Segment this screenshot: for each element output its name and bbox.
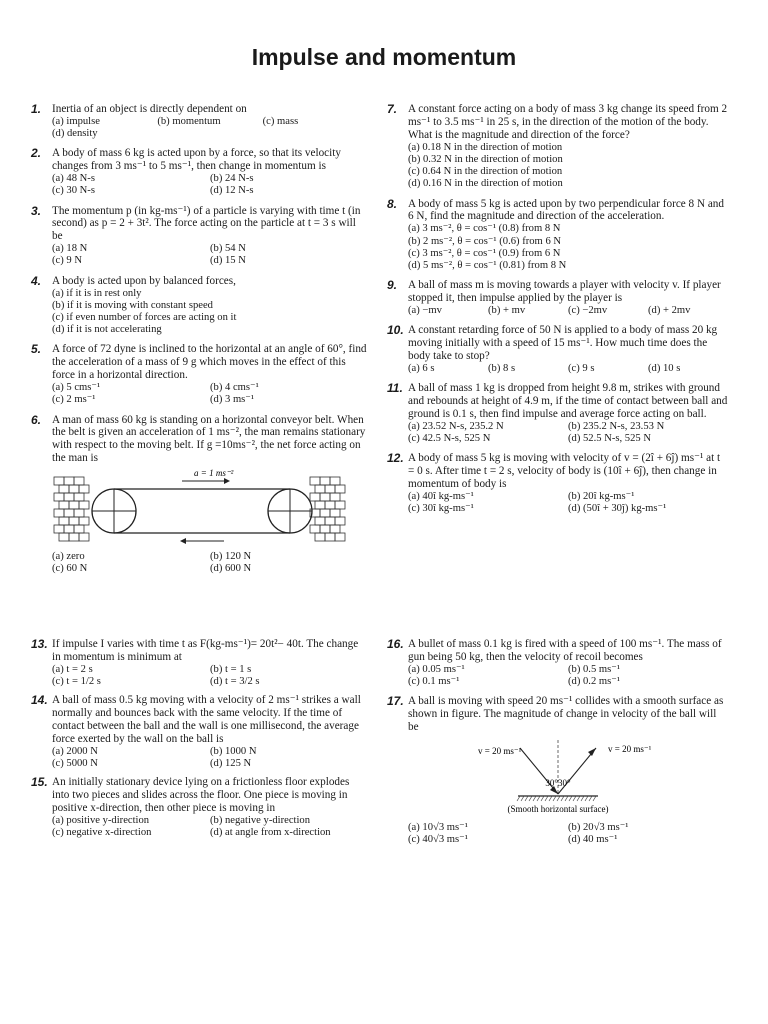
answer-option: (b) momentum — [157, 115, 221, 127]
conveyor-belt-figure — [52, 469, 352, 547]
answer-option: (d) t = 3/2 s — [210, 676, 260, 688]
answer-option: (b) + mv — [488, 304, 526, 316]
question-5 — [31, 342, 368, 406]
answer-option: (a) 6 s — [408, 362, 435, 374]
answer-options — [408, 305, 728, 317]
question-text: An initially stationary device lying on a frictionless floor explodes into two pieces and slides across the floor. One piece is moving in positive x-direction, then other piece is moving in — [52, 776, 350, 815]
answer-option: (c) −2mv — [568, 304, 608, 316]
question-number: 17. — [387, 694, 404, 709]
question-number: 5. — [31, 342, 42, 357]
right-column-bottom — [387, 637, 728, 846]
question-text: A constant retarding force of 50 N is applied to a body of mass 20 kg moving initially with a speed of 15 ms⁻¹. How much time does the body take to stop? — [408, 324, 718, 362]
question-number: 2. — [31, 146, 42, 161]
question-text: Inertia of an object is directly dependent on — [52, 103, 247, 115]
answer-option: (d) 5 ms⁻², θ = cos⁻¹ (0.81) from 8 N — [408, 259, 567, 271]
question-text: A body of mass 6 kg is acted upon by a force, so that its velocity changes from 3 ms⁻¹ to 5 ms⁻¹, then change in momentum is — [52, 147, 341, 173]
answer-option: (d) 12 N-s — [210, 185, 254, 197]
answer-option: (c) 30 N-s — [52, 185, 95, 197]
question-text: A ball is moving with speed 20 ms⁻¹ collides with a smooth surface as shown in figure. The magnitude of change in velocity of the ball will be — [408, 695, 724, 734]
answer-option: (d) + 2mv — [648, 304, 691, 316]
answer-options — [408, 142, 728, 191]
question-text: A ball of mass 1 kg is dropped from height 9.8 m, strikes with ground and rebounds at height of 4.9 m, if the time of contact between ball and ground is 0.1 s, then find impulse and average force acting on ball. — [408, 382, 728, 420]
answer-option: (d) 52.5 N-s, 525 N — [568, 433, 651, 445]
answer-option: (b) 235.2 N-s, 23.53 N — [568, 420, 665, 432]
question-8 — [387, 196, 728, 273]
answer-options — [52, 243, 368, 267]
answer-option: (b) 20î kg-ms⁻¹ — [568, 490, 635, 502]
right-column-top — [387, 102, 728, 515]
answer-option: (a) 0.18 N in the direction of motion — [408, 141, 563, 153]
answer-option: (d) 15 N — [210, 255, 246, 267]
answer-option: (c) 60 N — [52, 563, 88, 575]
answer-options — [52, 382, 368, 406]
answer-option: (d) at angle from x-direction — [210, 827, 331, 839]
answer-option: (c) 40√3 ms⁻¹ — [408, 834, 468, 846]
question-text: A bullet of mass 0.1 kg is fired with a speed of 100 ms⁻¹. The mass of gun being 50 kg, then the velocity of recoil becomes — [408, 638, 722, 663]
question-text: A ball of mass m is moving towards a player with velocity v. If player stopped it, then impulse applied by the player is — [408, 279, 721, 305]
answer-options — [52, 551, 368, 575]
question-number: 11. — [387, 381, 403, 396]
question-16 — [387, 637, 728, 688]
question-text: A ball of mass 0.5 kg moving with a velocity of 2 ms⁻¹ strikes a wall normally and bounces back with the same velocity. If the time of contact between the ball and the wall is one millisecond, the average force exerted by the wall on the ball is — [52, 694, 361, 745]
answer-option: (a) 18 N — [52, 243, 88, 255]
question-number: 14. — [31, 693, 48, 708]
question-number: 1. — [31, 102, 42, 116]
answer-options — [52, 173, 368, 197]
answer-options — [52, 664, 368, 688]
page-title: Impulse and momentum — [251, 44, 517, 70]
answer-option: (c) t = 1/2 s — [52, 676, 101, 688]
answer-option: (c) mass — [262, 115, 299, 127]
left-column-bottom — [31, 637, 368, 839]
answer-option: (b) 0.32 N in the direction of motion — [408, 153, 563, 165]
question-10 — [387, 323, 728, 375]
question-text: The momentum p (in kg-ms⁻¹) of a particle is varying with time t (in second) as p = 2 + 3t². The force acting on the particle at t = 3 s will be — [52, 204, 361, 243]
question-15 — [31, 775, 368, 839]
answer-option: (a) 48 N-s — [52, 173, 95, 185]
answer-option: (b) 1000 N — [210, 745, 257, 757]
answer-option: (c) 30î kg-ms⁻¹ — [408, 503, 474, 515]
left-column-top — [31, 102, 368, 576]
answer-option: (c) 42.5 N-s, 525 N — [408, 433, 491, 445]
reflected-speed-label: v = 20 ms⁻¹ — [608, 743, 652, 754]
answer-options — [52, 746, 368, 770]
question-2 — [31, 146, 368, 197]
answer-options — [408, 822, 728, 846]
answer-options — [52, 288, 368, 337]
answer-option: (b) 8 s — [488, 362, 516, 374]
question-text: A force of 72 dyne is inclined to the horizontal at an angle of 60°, find the acceleration of a mass of 9 g which moves in the effect of this force in a horizontal direction. — [52, 343, 367, 382]
reflection-figure — [408, 738, 708, 818]
question-number: 6. — [31, 412, 42, 427]
answer-option: (d) density — [52, 128, 98, 140]
acceleration-label: a = 1 ms⁻² — [194, 469, 234, 479]
answer-option: (c) negative x-direction — [52, 827, 152, 839]
question-number: 4. — [31, 273, 42, 288]
answer-option: (c) 0.1 ms⁻¹ — [408, 676, 460, 688]
answer-option: (d) 0.16 N in the direction of motion — [408, 178, 563, 190]
answer-option: (d) (50î + 30ĵ) kg-ms⁻¹ — [568, 503, 667, 515]
answer-option: (b) 2 ms⁻², θ = cos⁻¹ (0.6) from 6 N — [408, 235, 562, 247]
question-text: A body of mass 5 kg is moving with velocity of v = (2î + 6ĵ) ms⁻¹ at t = 0 s. After time t = 2 s, velocity of body is (10î + 6ĵ), then change in momentum of body is — [408, 452, 721, 491]
answer-options — [408, 664, 728, 688]
answer-option: (a) 10√3 ms⁻¹ — [408, 821, 468, 833]
answer-option: (b) 54 N — [210, 243, 246, 255]
question-12 — [387, 451, 728, 515]
answer-option: (a) 5 cms⁻¹ — [52, 382, 101, 394]
question-14 — [31, 693, 368, 770]
answer-options — [408, 223, 728, 272]
question-number: 10. — [387, 323, 404, 338]
answer-option: (d) 3 ms⁻¹ — [210, 394, 255, 406]
answer-option: (a) 23.52 N-s, 235.2 N — [408, 420, 504, 432]
answer-option: (a) 3 ms⁻², θ = cos⁻¹ (0.8) from 8 N — [408, 223, 561, 235]
answer-options — [52, 815, 368, 839]
answer-option: (a) positive y-direction — [52, 814, 150, 826]
answer-option: (a) t = 2 s — [52, 663, 93, 675]
question-text: A man of mass 60 kg is standing on a horizontal conveyor belt. When the belt is given an acceleration of 1 ms⁻², the man remains stationary with respect to the moving belt. If g =10ms⁻², the net force acting on the man is — [52, 413, 366, 465]
answer-option: (b) if it is moving with constant speed — [52, 299, 213, 311]
question-number: 8. — [387, 196, 398, 211]
question-number: 15. — [31, 775, 48, 790]
answer-option: (d) 10 s — [648, 362, 681, 374]
answer-option: (d) 0.2 ms⁻¹ — [568, 676, 621, 688]
question-number: 3. — [31, 203, 42, 218]
question-text: A body of mass 5 kg is acted upon by two perpendicular force 8 N and 6 N, find the magnitude and direction of the acceleration. — [408, 197, 724, 223]
answer-option: (c) 9 s — [568, 362, 595, 374]
answer-option: (a) 0.05 ms⁻¹ — [408, 663, 465, 675]
answer-option: (d) 125 N — [210, 758, 252, 770]
answer-option: (a) impulse — [52, 115, 100, 127]
incident-speed-label: v = 20 ms⁻¹ — [478, 745, 522, 756]
question-17 — [387, 694, 728, 846]
answer-option: (c) 0.64 N in the direction of motion — [408, 166, 563, 178]
question-4 — [31, 273, 368, 337]
answer-option: (a) 40î kg-ms⁻¹ — [408, 490, 474, 502]
answer-options — [52, 116, 368, 140]
answer-options — [408, 421, 728, 445]
question-13 — [31, 637, 368, 688]
question-number: 16. — [387, 637, 404, 651]
answer-option: (a) if it is in rest only — [52, 287, 142, 299]
answer-option: (b) 120 N — [210, 551, 252, 563]
question-text: A body is acted upon by balanced forces, — [52, 274, 236, 287]
question-1 — [31, 102, 368, 140]
question-6 — [31, 412, 368, 576]
question-number: 12. — [387, 451, 404, 466]
answer-option: (c) 3 ms⁻², θ = cos⁻¹ (0.9) from 6 N — [408, 247, 561, 259]
answer-option: (d) 600 N — [210, 563, 252, 575]
answer-option: (c) 2 ms⁻¹ — [52, 394, 96, 406]
question-number: 9. — [387, 278, 398, 293]
answer-option: (b) 4 cms⁻¹ — [210, 382, 259, 394]
question-11 — [387, 381, 728, 445]
answer-option: (b) 0.5 ms⁻¹ — [568, 663, 621, 675]
surface-label: (Smooth horizontal surface) — [507, 803, 609, 814]
question-text: If impulse I varies with time t as F(kg-ms⁻¹)= 20t²− 40t. The change in momentum is minimum at — [52, 638, 359, 663]
answer-option: (b) negative y-direction — [210, 814, 311, 826]
question-number: 7. — [387, 102, 398, 116]
answer-option: (a) −mv — [408, 304, 442, 316]
answer-option: (a) zero — [52, 551, 85, 563]
question-text: A constant force acting on a body of mass 3 kg change its speed from 2 ms⁻¹ to 3.5 ms⁻¹ in 25 s, in the direction of the motion of the body. What is the magnitude and direction of the force? — [408, 103, 728, 141]
answer-option: (b) 24 N-s — [210, 173, 254, 185]
question-number: 13. — [31, 637, 48, 651]
answer-options — [408, 363, 728, 375]
angle-label: 30°30° — [545, 777, 571, 788]
question-3 — [31, 203, 368, 268]
answer-option: (c) 9 N — [52, 255, 83, 267]
answer-options — [408, 491, 728, 515]
answer-option: (b) t = 1 s — [210, 663, 252, 675]
answer-option: (d) if it is not accelerating — [52, 324, 162, 336]
question-7 — [387, 102, 728, 191]
answer-option: (c) if even number of forces are acting on it — [52, 311, 237, 323]
answer-option: (a) 2000 N — [52, 745, 98, 757]
answer-option: (b) 20√3 ms⁻¹ — [568, 821, 629, 833]
answer-option: (d) 40 ms⁻¹ — [568, 834, 618, 846]
answer-option: (c) 5000 N — [52, 758, 98, 770]
question-9 — [387, 278, 728, 317]
